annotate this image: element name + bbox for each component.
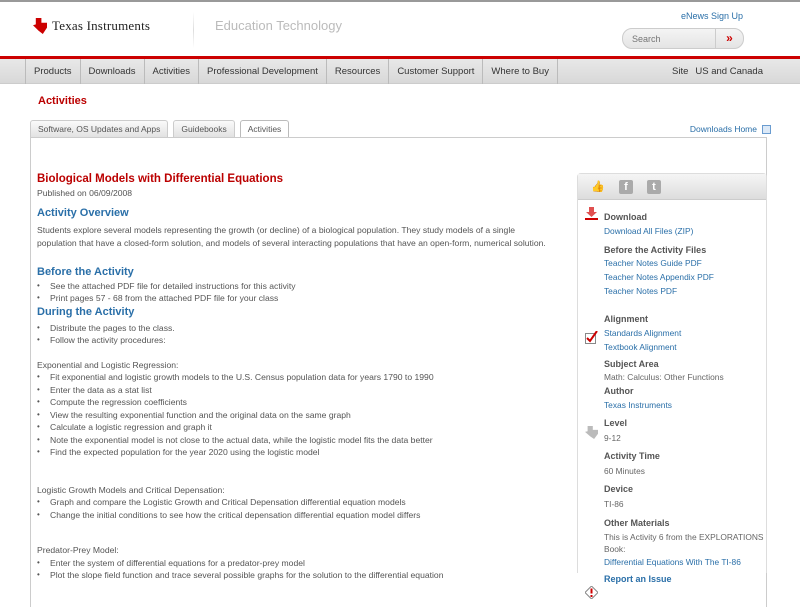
nav-downloads[interactable]: Downloads bbox=[80, 59, 144, 84]
download-icon bbox=[585, 207, 598, 220]
search-box bbox=[622, 28, 744, 49]
teacher-notes-appendix-link[interactable]: Teacher Notes Appendix PDF bbox=[604, 272, 714, 282]
list-item: • Print pages 57 - 68 from the attached PDF file for your class bbox=[37, 292, 557, 305]
section-title: Education Technology bbox=[215, 18, 342, 33]
list-item: • See the attached PDF file for detailed instructions for this activity bbox=[37, 280, 557, 293]
nav-resources[interactable]: Resources bbox=[326, 59, 388, 84]
ti-logo-icon bbox=[33, 18, 47, 34]
enews-signup-link[interactable]: eNews Sign Up bbox=[680, 11, 743, 21]
before-heading: Before the Activity bbox=[37, 265, 134, 278]
ti-author-icon bbox=[585, 426, 598, 439]
list-item: • Enter the system of differential equations for a predator-prey model bbox=[37, 557, 557, 570]
list-item: • Enter the data as a stat list bbox=[37, 384, 557, 397]
checkbox-check-icon bbox=[585, 331, 598, 344]
share-bar bbox=[578, 174, 766, 200]
standards-alignment-link[interactable]: Standards Alignment bbox=[604, 328, 682, 338]
activity-content bbox=[37, 172, 557, 582]
overview-text: Students explore several models representing the growth (or decline) of a biological population. They study models of a single population that have a closed-form solution, and models of several interacting populations that have an open-form, numerical solution. bbox=[37, 224, 546, 248]
list-item: • Plot the slope field function and trace several possible graphs for the solution to the differential equation bbox=[37, 569, 557, 582]
page-title: Activities bbox=[38, 95, 87, 107]
nav-customer-support[interactable]: Customer Support bbox=[388, 59, 482, 84]
section-list bbox=[37, 371, 557, 459]
list-item: • Find the expected population for the year 2020 using the logistic model bbox=[37, 446, 557, 459]
search-input[interactable] bbox=[623, 34, 715, 44]
downloads-home-link[interactable]: Downloads Home bbox=[690, 124, 771, 134]
overview-heading: Activity Overview bbox=[37, 206, 129, 219]
list-item: • Graph and compare the Logistic Growth and Critical Depensation differential equation models bbox=[37, 496, 557, 509]
list-item: • Calculate a logistic regression and graph it bbox=[37, 421, 557, 434]
alert-icon bbox=[585, 586, 598, 599]
tab-software[interactable]: Software, OS Updates and Apps bbox=[30, 120, 168, 137]
during-heading: During the Activity bbox=[37, 305, 135, 318]
twitter-icon[interactable]: t bbox=[647, 180, 661, 194]
facebook-icon[interactable]: f bbox=[619, 180, 633, 194]
thumbs-up-icon[interactable]: 👍 bbox=[591, 180, 605, 193]
section-list bbox=[37, 557, 557, 582]
tab-activities[interactable]: Activities bbox=[240, 120, 290, 138]
search-go-button[interactable]: » bbox=[715, 29, 743, 48]
section-list bbox=[37, 496, 557, 521]
top-border bbox=[0, 0, 800, 2]
section-title: Predator-Prey Model: bbox=[37, 545, 119, 555]
site-selector[interactable]: Site US and Canada bbox=[672, 66, 763, 77]
teacher-notes-guide-link[interactable]: Teacher Notes Guide PDF bbox=[604, 258, 702, 268]
list-item: • Change the initial conditions to see how the critical depensation differential equation model differs bbox=[37, 509, 557, 522]
activity-sidebar: 👍 f t Download Download All Files (ZIP) Before the Activity Files Teacher Notes Guide PDF Teacher Notes Appendix PDF Teacher Notes PDF Alignment Standards Alignment Textbook Alignment Subject Area Math: Calculus: Other Functions Author Texas Instruments Level 9-12 Activity Time 60 Minutes Device TI-86 Other Materials This is Activity 6 from the EXPLORATIONS Book: Differential Equations With The TI-86 Report an Issue bbox=[577, 173, 767, 573]
report-issue-link[interactable]: Report an Issue bbox=[604, 574, 672, 584]
author-link[interactable]: Texas Instruments bbox=[604, 400, 672, 410]
list-item: • Fit exponential and logistic growth models to the U.S. Census population data for years 1790 to 1990 bbox=[37, 371, 557, 384]
nav-products[interactable]: Products bbox=[25, 59, 80, 84]
list-item: • Follow the activity procedures: bbox=[37, 334, 557, 347]
home-icon bbox=[762, 125, 771, 134]
section-title: Logistic Growth Models and Critical Depensation: bbox=[37, 484, 225, 495]
tab-guidebooks[interactable]: Guidebooks bbox=[173, 120, 234, 137]
activity-title: Biological Models with Differential Equations bbox=[37, 173, 283, 185]
other-materials-link[interactable]: Differential Equations With The TI-86 bbox=[604, 557, 741, 567]
nav-activities[interactable]: Activities bbox=[144, 59, 198, 84]
before-list bbox=[37, 280, 557, 305]
teacher-notes-link[interactable]: Teacher Notes PDF bbox=[604, 286, 678, 296]
list-item: • Compute the regression coefficients bbox=[37, 396, 557, 409]
during-list bbox=[37, 322, 557, 347]
list-item: • View the resulting exponential function and the original data on the same graph bbox=[37, 409, 557, 422]
list-item: • Distribute the pages to the class. bbox=[37, 322, 557, 335]
download-all-link[interactable]: Download All Files (ZIP) bbox=[604, 226, 694, 236]
section-title: Exponential and Logistic Regression: bbox=[37, 359, 179, 370]
published-date: Published on 06/09/2008 bbox=[37, 188, 133, 198]
list-item: • Note the exponential model is not close to the actual data, while the logistic model fits the data better bbox=[37, 434, 557, 447]
tab-bar bbox=[30, 120, 289, 138]
nav-where-to-buy[interactable]: Where to Buy bbox=[482, 59, 558, 84]
ti-logo[interactable]: Texas Instruments bbox=[33, 18, 150, 34]
nav-professional-development[interactable]: Professional Development bbox=[198, 59, 326, 84]
textbook-alignment-link[interactable]: Textbook Alignment bbox=[604, 342, 677, 352]
header-divider bbox=[193, 12, 194, 48]
